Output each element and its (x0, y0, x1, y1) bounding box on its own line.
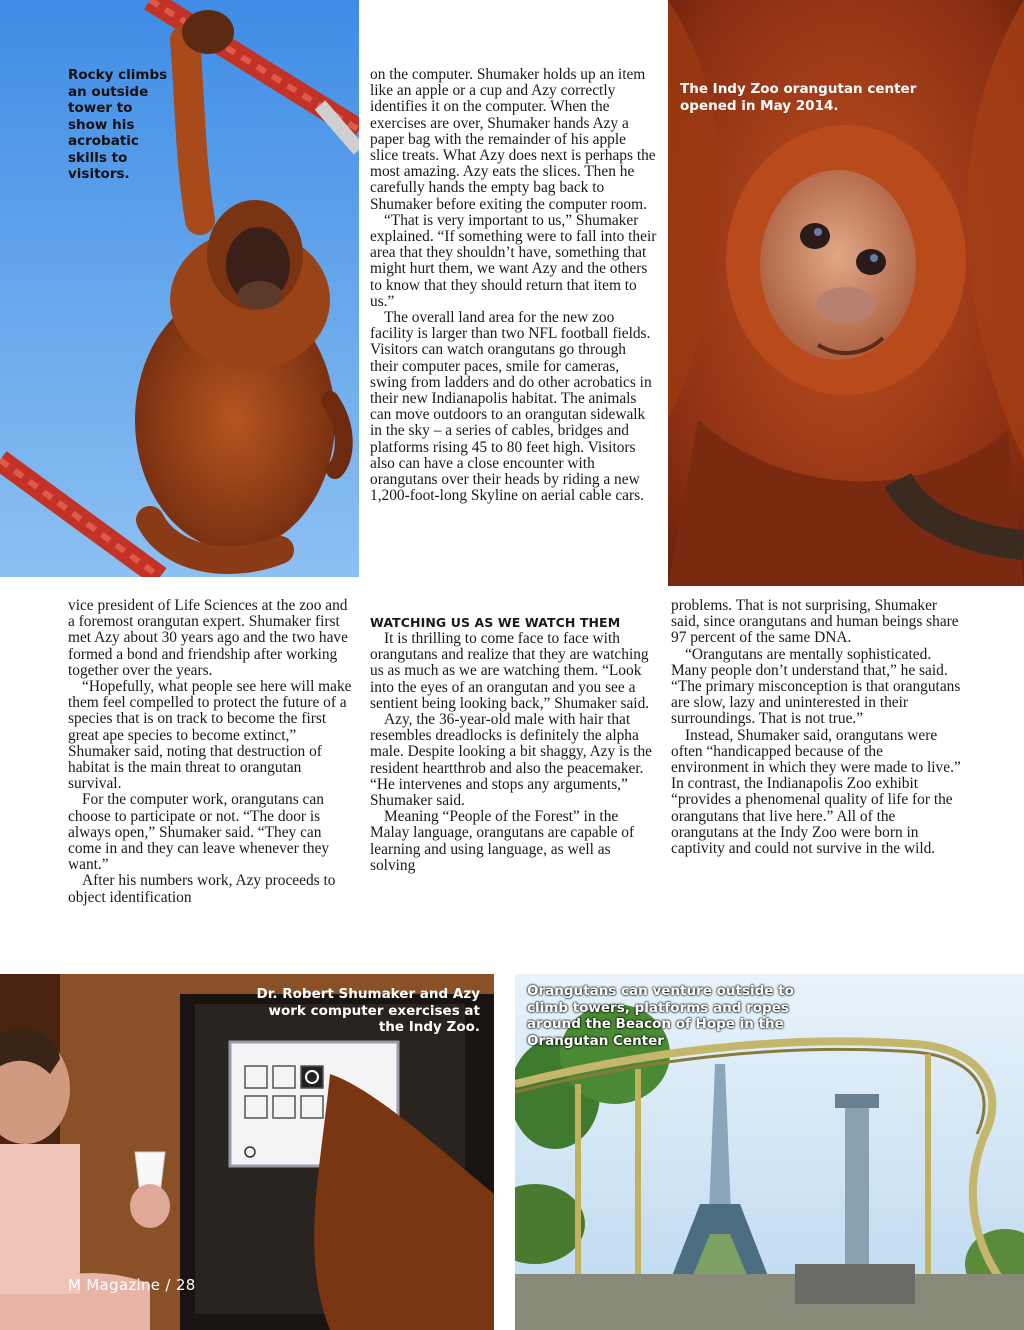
caption-line: show his (68, 116, 135, 133)
caption-line: skills to (68, 149, 128, 166)
article-column-right (671, 598, 961, 857)
caption-line: climb towers, platforms and ropes (527, 999, 789, 1016)
caption-towers (527, 983, 794, 1049)
caption-indy-zoo (680, 81, 916, 114)
caption-line: an outside (68, 83, 149, 100)
article-column-left (68, 598, 354, 906)
paragraph: Azy, the 36-year-old male with hair that resembles dreadlocks is definitely the alpha male. Despite looking a bit shaggy, Azy is the resident heartthrob and also the peacemaker. “He intervenes and stops any arguments,” Shumaker said. (370, 711, 652, 810)
folio-separator: / (165, 1276, 171, 1294)
paragraph: Meaning “People of the Forest” in the Malay language, orangutans are capable of learning and using language, as well as solving (370, 808, 635, 874)
caption-line: Orangutans can venture outside to (527, 983, 794, 999)
folio (68, 1276, 196, 1294)
paragraph: For the computer work, orangutans can choose to participate or not. “The door is always open,” Shumaker said. “They can come in and they can leave whenever they want.” (68, 791, 330, 874)
caption-shumaker (232, 986, 480, 1036)
paragraph: on the computer. Shumaker holds up an item like an apple or a cup and Azy correctly identifies it on the computer. When the exercises are over, Shumaker hands Azy a paper bag with the remainder of his apple slice treats. What Azy does next is perhaps the most amazing. Azy eats the slices. Then he carefully hands the empty bag back to Shumaker before exiting the computer room. (370, 66, 656, 213)
caption-line: Rocky climbs (68, 67, 168, 83)
caption-line: opened in May 2014. (680, 97, 839, 114)
paragraph: “That is very important to us,” Shumaker explained. “If something were to fall into their area that they shouldn’t have, something that might hurt them, we want Azy and the others to know that they should return that item to us.” (370, 211, 657, 310)
page-number: 28 (175, 1276, 196, 1294)
caption-line: Orangutan Center (527, 1032, 664, 1049)
publication-name: M Magazine (68, 1276, 161, 1294)
caption-line: The Indy Zoo orangutan center (680, 81, 917, 97)
caption-line: the Indy Zoo. (378, 1019, 480, 1035)
caption-line: around the Beacon of Hope in the (527, 1016, 784, 1032)
caption-line: work computer exercises at (268, 1002, 480, 1019)
section-heading: WATCHING US AS WE WATCH THEM (370, 615, 621, 630)
paragraph: “Orangutans are mentally sophisticated. Many people don’t understand that,” he said. “The primary misconception is that orangutans are slow, lazy and uninterested in their surroundings. That is not true.” (671, 645, 961, 728)
paragraph: It is thrilling to come face to face with orangutans and realize that they are watching us as much as we are watching them. “Look into the eyes of an orangutan and you see a sentient being looking back,” Shumaker said. (370, 630, 650, 712)
caption-line: Dr. Robert Shumaker and Azy (256, 986, 480, 1002)
article-column-middle (370, 615, 657, 874)
paragraph: problems. That is not surprising, Shumaker said, since orangutans and human beings share 97 percent of the same DNA. (671, 597, 959, 647)
caption-line: visitors. (68, 166, 130, 182)
caption-line: acrobatic (68, 133, 139, 149)
paragraph: After his numbers work, Azy proceeds to object identification (68, 872, 336, 906)
photo-rocky-climbing (0, 0, 359, 577)
paragraph: The overall land area for the new zoo facility is larger than two NFL football fields. Visitors can watch orangutans go through their computer paces, smile for cameras, swing from ladders and do other acrobatics in their new Indianapolis habitat. The animals can move outdoors to an orangutan sidewalk in the sky – a series of cables, bridges and platforms rising 45 to 80 feet high. Visitors also can have a close encounter with orangutans over their heads by riding a new 1,200-foot-long Skyline on aerial cable cars. (370, 309, 652, 505)
paragraph: vice president of Life Sciences at the zoo and a foremost orangutan expert. Shumaker first met Azy about 30 years ago and the two have formed a bond and friendship after working together over the years. (68, 597, 348, 679)
caption-rocky (68, 67, 167, 183)
caption-line: tower to (68, 100, 133, 116)
paragraph: “Hopefully, what people see here will make them feel compelled to protect the future of a species that is on track to become the first great ape species to become extinct,” Shumaker said, noting that destruction of habitat is the main threat to orangutan survival. (68, 678, 352, 793)
article-column-top-middle (370, 67, 657, 504)
paragraph: Instead, Shumaker said, orangutans were often “handicapped because of the environment in which they were made to live.” In contrast, the Indianapolis Zoo exhibit “provides a phenomenal quality of life for the orangutans that live here.” All of the orangutans at the Indy Zoo were born in captivity and could not survive in the wild. (671, 726, 961, 858)
